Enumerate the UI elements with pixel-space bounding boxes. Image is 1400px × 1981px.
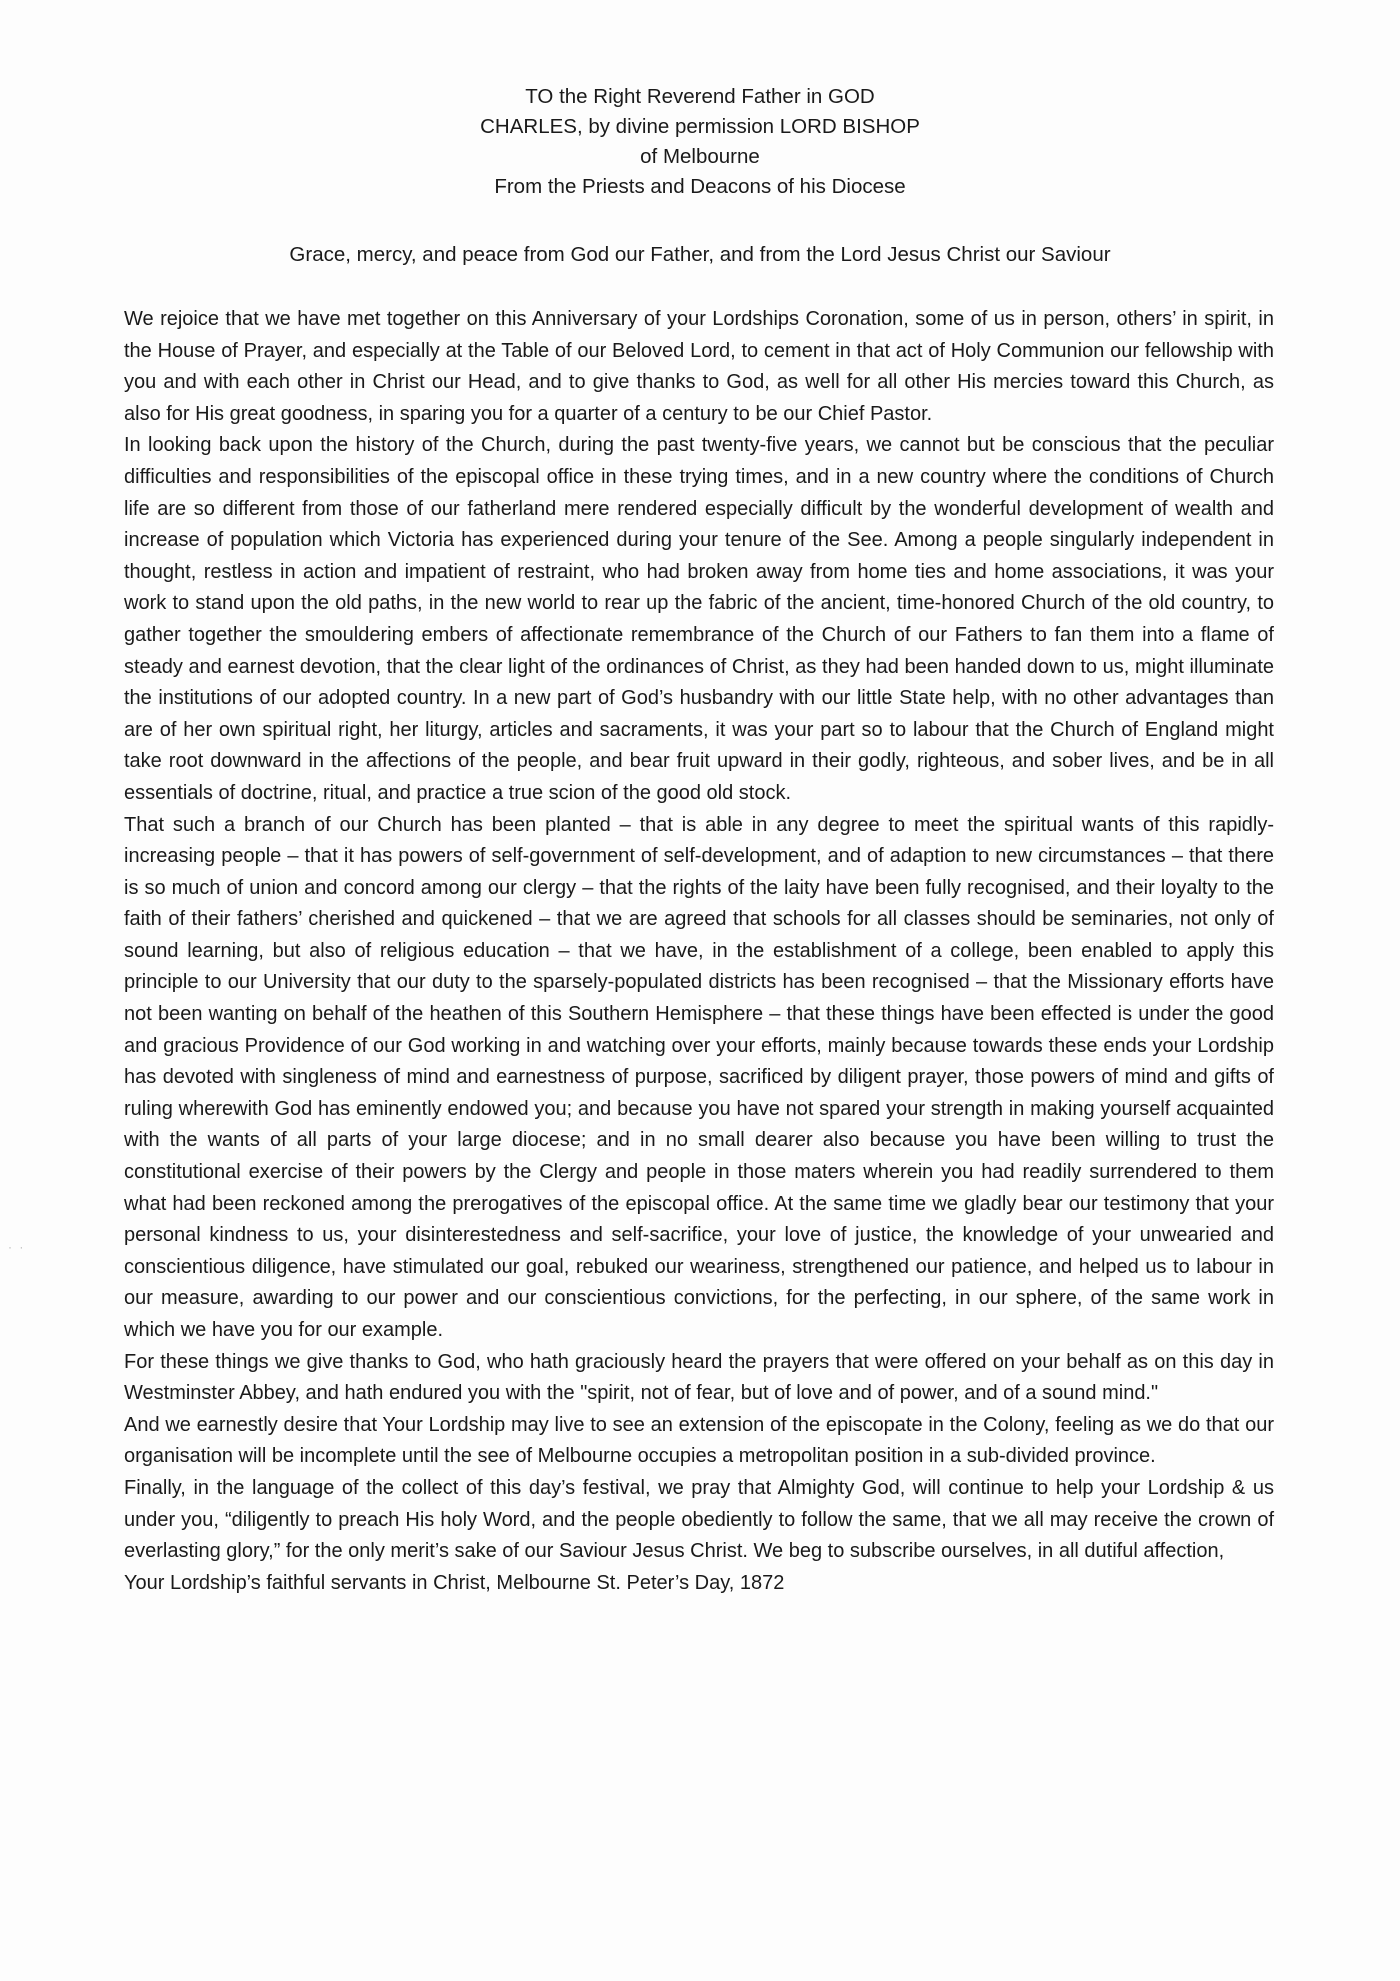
paragraph-branch: That such a branch of our Church has been planted – that is able in any degree to meet the spiritual wants of this rapidly-increasing people – that it has powers of self-government of self-development, and of adaption to new circumstances – that there is so much of union and concord among our clergy – that the rights of the laity have been fully recognised, and their loyalty to the faith of their fathers’ cherished and quickened – that we are agreed that schools for all classes should be seminaries, not only of sound learning, but also of religious education – that we have, in the establishment of a college, been enabled to apply this principle to our University that our duty to the sparsely-populated districts has been recognised – that the Missionary efforts have not been wanting on behalf of the heathen of this Southern Hemisphere – that these things have been effected is under the good and gracious Providence of our God working in and watching over your efforts, mainly because towards these ends your Lordship has devoted with singleness of mind and earnestness of purpose, sacrificed by diligent prayer, those powers of mind and gifts of ruling wherewith God has eminently endowed you; and because you have not spared your strength in making yourself acquainted with the wants of all parts of your large diocese; and in no small dearer also because you have been willing to trust the constitutional exercise of their powers by the Clergy and people in those maters wherein you had readily surrendered to them what had been reckoned among the prerogatives of the episcopal office. At the same time we gladly bear our testimony that your personal kindness to us, your disinterestedness and self-sacrifice, your love of justice, the knowledge of your unwearied and conscientious diligence, have stimulated our goal, rebuked our weariness, strengthened our patience, and helped us to labour in our measure, awarding to our power and our conscientious convictions, for the perfecting, in our sphere, of the same work in which we have you for our example. <box>124 813 1274 1341</box>
letter-body <box>124 304 1274 1599</box>
heading-line-address: TO the Right Reverend Father in GOD <box>525 85 875 108</box>
paragraph-finally: Finally, in the language of the collect of this day’s festival, we pray that Almighty God, will continue to help your Lordship & us under you, “diligently to preach His holy Word, and the people obediently to follow the same, that we all may receive the crown of everlasting glory,” for the only merit’s sake of our Saviour Jesus Christ. We beg to subscribe ourselves, in all dutiful affection, <box>124 1476 1274 1563</box>
salutation: Grace, mercy, and peace from God our Father, and from the Lord Jesus Christ our Saviour <box>289 243 1111 266</box>
paragraph-history: In looking back upon the history of the Church, during the past twenty-five years, we cannot but be conscious that the peculiar difficulties and responsibilities of the episcopal office in these trying times, and in a new country where the conditions of Church life are so different from those of our fatherland mere rendered especially difficult by the wonderful development of wealth and increase of population which Victoria has experienced during your tenure of the See. Among a people singularly independent in thought, restless in action and impatient of restraint, who had broken away from home ties and home associations, it was your work to stand upon the old paths, in the new world to rear up the fabric of the ancient, time-honored Church of the old country, to gather together the smouldering embers of affectionate remembrance of the Church of our Fathers to fan them into a flame of steady and earnest devotion, that the clear light of the ordinances of Christ, as they had been handed down to us, might illuminate the institutions of our adopted country. In a new part of God’s husbandry with our little State help, with no other advantages than are of her own spiritual right, her liturgy, articles and sacraments, it was your part so to labour that the Church of England might take root downward in the affections of the people, and bear fruit upward in their godly, righteous, and sober lives, and be in all essentials of doctrine, ritual, and practice a true scion of the good old stock. <box>124 434 1274 804</box>
heading-line-see: of Melbourne <box>640 145 760 168</box>
paragraph-thanks: For these things we give thanks to God, who hath graciously heard the prayers that were offered on your behalf as on this day in Westminster Abbey, and hath endured you with the "spirit, not of fear, but of love and of power, and of a sound mind." <box>124 1350 1274 1405</box>
signature-line: Your Lordship’s faithful servants in Christ, Melbourne St. Peter’s Day, 1872 <box>124 1571 785 1594</box>
heading-line-senders: From the Priests and Deacons of his Diocese <box>494 175 906 198</box>
paragraph-desire: And we earnestly desire that Your Lordship may live to see an extension of the episcopate in the Colony, feeling as we do that our organisation will be incomplete until the see of Melbourne occupies a metropolitan position in a sub-divided province. <box>124 1413 1274 1468</box>
scan-artifact: · · <box>8 1240 26 1254</box>
paragraph-rejoice: We rejoice that we have met together on this Anniversary of your Lordships Coronation, some of us in person, others’ in spirit, in the House of Prayer, and especially at the Table of our Beloved Lord, to cement in that act of Holy Communion our fellowship with you and with each other in Christ our Head, and to give thanks to God, as well for all other His mercies toward this Church, as also for His great goodness, in sparing you for a quarter of a century to be our Chief Pastor. <box>124 308 1274 425</box>
heading-line-title: CHARLES, by divine permission LORD BISHOP <box>480 115 920 138</box>
letter-heading <box>0 82 1400 202</box>
